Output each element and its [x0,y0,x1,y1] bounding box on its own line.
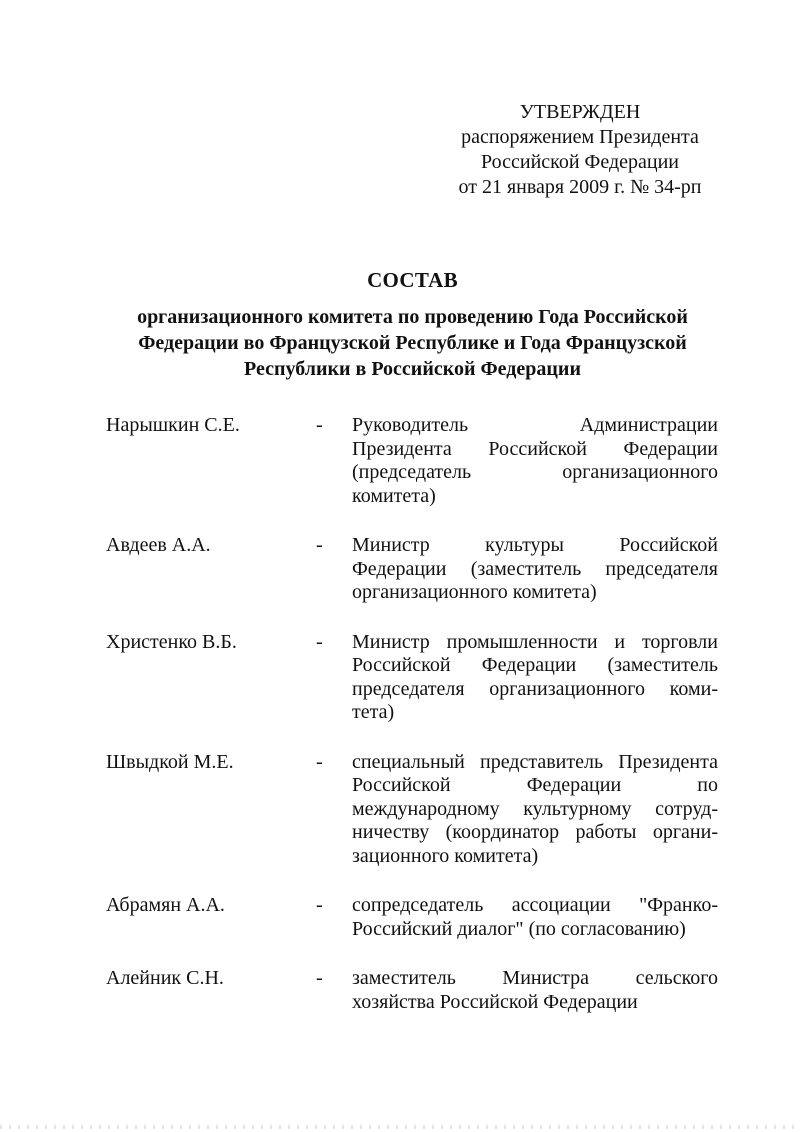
approval-line: распоряжением Президента [461,126,699,148]
role-line: ничеству (координатор работы органи- [352,821,718,843]
role-line: Российской Федерации по [352,774,718,796]
role-line: зационного комитета) [352,844,539,867]
member-role [352,534,718,605]
approval-heading: УТВЕРЖДЕН [519,101,641,123]
member-row [106,967,726,1014]
member-list [106,414,726,1014]
member-dash: - [316,967,323,989]
role-line: (председатель организационного [352,461,718,483]
role-line: тета) [352,701,395,723]
member-role [352,751,718,869]
role-line: Федерации (заместитель председателя [352,557,718,580]
member-row [106,414,726,508]
role-line: комитета) [352,484,436,507]
approval-stamp-block [430,100,730,200]
role-line: председателя организационного коми- [352,677,718,700]
member-row [106,534,726,605]
role-line: Руководитель Администрации [352,414,718,436]
member-dash: - [316,534,323,556]
member-role [352,631,718,725]
subtitle-line: Республики в Российской Федерации [244,358,581,380]
member-name: Авдеев А.А. [106,534,211,556]
member-name: Христенко В.Б. [106,630,237,653]
document-subtitle [100,304,725,382]
member-dash: - [316,630,323,653]
member-dash: - [316,750,323,773]
document-title: СОСТАВ [367,268,458,292]
member-name: Абрамян А.А. [106,894,225,916]
approval-line: Российской Федерации [480,151,680,173]
role-line: организационного комитета) [352,581,597,603]
role-line: специальный представитель Президента [352,750,718,773]
member-row [106,751,726,869]
document-title-block [100,266,725,382]
member-name: Алейник С.Н. [106,967,224,989]
role-line: Российский диалог" (по согласованию) [352,917,686,940]
member-dash: - [316,414,323,436]
role-line: Президента Российской Федерации [352,437,718,460]
subtitle-line: организационного комитета по проведению Года Российской [137,306,688,328]
member-role [352,894,718,941]
member-row [106,631,726,725]
subtitle-line: Федерации во Французской Республике и Года Французской [138,332,687,354]
role-line: Министр промышленности и торговли [352,630,718,653]
member-row [106,894,726,941]
role-line: хозяйства Российской Федерации [352,990,638,1013]
member-role [352,967,718,1014]
member-role [352,414,718,508]
approval-date-line: от 21 января 2009 г. № 34-рп [458,176,702,198]
role-line: Министр культуры Российской [352,534,718,556]
role-line: международному культурному сотруд- [352,797,718,820]
scan-artifact-divider [0,1125,800,1129]
member-name: Швыдкой М.Е. [106,750,234,773]
member-dash: - [316,894,323,916]
member-name: Нарышкин С.Е. [106,414,240,436]
role-line: сопредседатель ассоциации "Франко- [352,894,718,916]
role-line: Российской Федерации (заместитель [352,654,718,676]
role-line: заместитель Министра сельского [352,967,718,989]
